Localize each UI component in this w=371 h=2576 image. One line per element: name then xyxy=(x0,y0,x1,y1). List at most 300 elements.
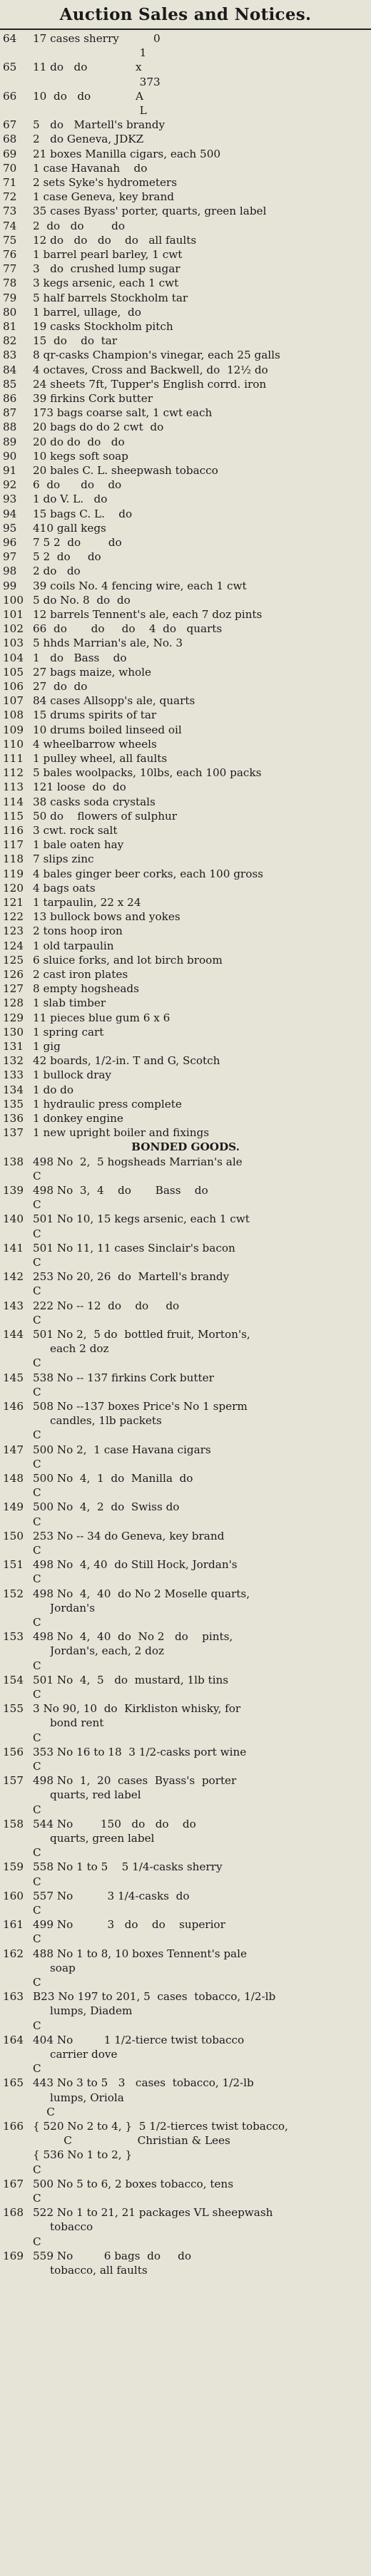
lot-description: C xyxy=(33,1284,41,1298)
lot-description: 12 do do do do all faults xyxy=(33,233,197,247)
lot-row xyxy=(0,967,371,982)
lot-number: 126 xyxy=(3,968,24,981)
lot-number: 115 xyxy=(3,809,24,823)
lot-number: 122 xyxy=(3,910,24,924)
lot-description: 1 barrel, ullage, do xyxy=(33,305,141,319)
lot-row xyxy=(0,593,371,607)
lot-number: 97 xyxy=(3,550,17,564)
lot-row xyxy=(0,1083,371,1097)
lot-number: 92 xyxy=(3,478,17,492)
lot-continuation xyxy=(0,1615,371,1629)
lot-number: 163 xyxy=(3,1990,24,2004)
lot-description: 498 No 4, 40 do Still Hock, Jordan's xyxy=(33,1558,238,1572)
lot-number: 128 xyxy=(3,996,24,1010)
lot-description: 4 bags oats xyxy=(33,881,96,895)
lot-number: 130 xyxy=(3,1025,24,1039)
lot-description: quarts, green label xyxy=(50,1832,155,1845)
lot-description: 11 do do x xyxy=(33,61,142,74)
lot-continuation xyxy=(0,1413,371,1428)
lot-description: C xyxy=(33,1803,41,1816)
lot-description: C xyxy=(33,1846,41,1860)
lot-description: 5 hhds Marrian's ale, No. 3 xyxy=(33,637,183,650)
lot-description: 443 No 3 to 5 3 cases tobacco, 1/2-lb xyxy=(33,2076,254,2090)
lot-description: 35 cases Byass' porter, quarts, green label xyxy=(33,205,267,218)
lot-row xyxy=(0,1673,371,1687)
lot-description: 373 xyxy=(33,75,161,88)
lot-row xyxy=(0,651,371,665)
lot-description: 508 No --137 boxes Price's No 1 sperm xyxy=(33,1400,248,1413)
lot-description: 4 wheelbarrow wheels xyxy=(33,737,157,751)
lot-description: 66 do do do 4 do quarts xyxy=(33,622,223,636)
lot-continuation xyxy=(0,1932,371,1946)
lot-description: C xyxy=(33,1227,41,1240)
lot-continuation xyxy=(0,2235,371,2249)
lot-number: 70 xyxy=(3,161,17,175)
lot-row xyxy=(0,1587,371,1601)
lot-row xyxy=(0,1773,371,1788)
lot-row xyxy=(0,449,371,463)
lot-number: 86 xyxy=(3,392,17,405)
lot-row xyxy=(0,1155,371,1169)
lot-row xyxy=(0,1025,371,1039)
lot-number: 76 xyxy=(3,248,17,261)
lot-number: 168 xyxy=(3,2206,24,2220)
lot-row xyxy=(0,2205,371,2220)
lot-number: 162 xyxy=(3,1947,24,1960)
lot-row xyxy=(0,924,371,938)
lot-description: 499 No 3 do do superior xyxy=(33,1918,225,1932)
lot-number: 166 xyxy=(3,2120,24,2133)
lot-row xyxy=(0,132,371,146)
lot-number: 106 xyxy=(3,680,24,693)
lot-description: carrier dove xyxy=(50,2048,118,2061)
lot-description: 1 pulley wheel, all faults xyxy=(33,752,168,765)
lot-description: 121 loose do do xyxy=(33,780,126,794)
section-heading xyxy=(0,1140,371,1154)
lot-description: 1 donkey engine xyxy=(33,1112,123,1125)
lot-description: 4 octaves, Cross and Backwell, do 12½ do xyxy=(33,363,268,376)
lot-continuation xyxy=(0,2047,371,2061)
lot-continuation xyxy=(0,1428,371,1442)
lot-number: 95 xyxy=(3,521,17,535)
lot-description: C xyxy=(33,1198,41,1212)
lot-continuation xyxy=(0,1601,371,1615)
lot-description: C xyxy=(33,1486,41,1500)
lot-description: C xyxy=(33,1313,41,1326)
lot-description: 6 sluice forks, and lot birch broom xyxy=(33,953,223,967)
lot-row xyxy=(0,1327,371,1341)
lot-row xyxy=(0,1241,371,1255)
lot-description: 1 bullock dray xyxy=(33,1068,112,1082)
lot-description: 501 No 2, 5 do bottled fruit, Morton's, xyxy=(33,1328,250,1341)
lot-continuation xyxy=(0,1457,371,1471)
lot-description: 20 do do do do xyxy=(33,435,125,448)
lot-continuation xyxy=(0,1255,371,1269)
lot-continuation xyxy=(0,1169,371,1183)
lot-description: 1 case Havanah do xyxy=(33,161,148,175)
lot-number: 103 xyxy=(3,637,24,650)
lot-continuation xyxy=(0,2220,371,2234)
lot-row xyxy=(0,1125,371,1140)
lot-continuation xyxy=(0,1716,371,1730)
lot-row xyxy=(0,1917,371,1932)
lot-row xyxy=(0,694,371,708)
lot-row xyxy=(0,334,371,348)
lot-number: 145 xyxy=(3,1371,24,1384)
lot-number: 88 xyxy=(3,421,17,434)
lot-description: C xyxy=(33,1659,41,1672)
lot-description: 1 do Bass do xyxy=(33,651,127,664)
lot-row xyxy=(0,89,371,103)
lot-continuation xyxy=(0,2263,371,2277)
lot-number: 120 xyxy=(3,881,24,895)
lot-row xyxy=(0,1212,371,1226)
lot-continuation xyxy=(0,1759,371,1773)
lot-number: 108 xyxy=(3,709,24,722)
lot-number: 117 xyxy=(3,838,24,852)
lot-number: 64 xyxy=(3,32,17,45)
lot-description: C xyxy=(33,1932,41,1946)
lot-number: 89 xyxy=(3,435,17,448)
lot-number: 167 xyxy=(3,2177,24,2190)
lot-description: 17 cases sherry 0 xyxy=(33,32,161,45)
lot-continuation xyxy=(0,1543,371,1557)
lot-description: 1 tarpaulin, 22 x 24 xyxy=(33,896,141,909)
lot-row xyxy=(0,1529,371,1543)
lot-row xyxy=(0,1745,371,1759)
lot-description: 498 No 4, 40 do No 2 Moselle quarts, xyxy=(33,1587,250,1600)
lot-row xyxy=(0,996,371,1010)
lot-number: 98 xyxy=(3,565,17,578)
lot-description: 5 bales woolpacks, 10lbs, each 100 packs xyxy=(33,766,262,780)
lot-row xyxy=(0,564,371,578)
lot-row xyxy=(0,147,371,161)
lot-number: 133 xyxy=(3,1068,24,1082)
lot-continuation xyxy=(0,2191,371,2205)
lot-continuation xyxy=(0,1687,371,1701)
lot-description: 3 do crushed lump sugar xyxy=(33,262,181,276)
lot-number: 107 xyxy=(3,694,24,708)
lot-row xyxy=(0,665,371,679)
lot-row xyxy=(0,535,371,550)
lot-description: 557 No 3 1/4-casks do xyxy=(33,1889,190,1902)
lot-description: 27 do do xyxy=(33,680,88,693)
lot-row xyxy=(0,463,371,478)
lot-number: 127 xyxy=(3,982,24,996)
lot-row xyxy=(0,1500,371,1514)
lot-description: 500 No 4, 1 do Manilla do xyxy=(33,1472,193,1485)
lot-number: 114 xyxy=(3,795,24,808)
lot-number: 83 xyxy=(3,349,17,362)
lot-continuation xyxy=(0,1485,371,1500)
lot-description: 27 bags maize, whole xyxy=(33,665,152,679)
lot-row xyxy=(0,1111,371,1125)
lot-description: 222 No -- 12 do do do xyxy=(33,1299,180,1312)
lot-description: candles, 1lb packets xyxy=(50,1414,162,1428)
lot-description: each 2 doz xyxy=(50,1342,109,1356)
lot-number: 124 xyxy=(3,939,24,952)
lot-number: 99 xyxy=(3,579,17,592)
lot-number: 87 xyxy=(3,406,17,420)
lot-row xyxy=(0,391,371,406)
lot-description: 15 do do tar xyxy=(33,334,118,348)
lot-row xyxy=(0,305,371,319)
lot-row xyxy=(0,2033,371,2047)
lot-description: C xyxy=(33,1256,41,1269)
lot-description: L xyxy=(33,104,147,117)
lot-row xyxy=(0,1097,371,1111)
lot-row xyxy=(0,737,371,751)
lot-number: 105 xyxy=(3,665,24,679)
lot-row xyxy=(0,2076,371,2090)
lot-continuation xyxy=(0,2004,371,2018)
lot-row xyxy=(0,953,371,967)
lot-row xyxy=(0,291,371,305)
lot-description: 8 empty hogsheads xyxy=(33,982,139,996)
lot-description: 19 casks Stockholm pitch xyxy=(33,320,173,333)
lot-number: 144 xyxy=(3,1328,24,1341)
lot-continuation xyxy=(0,1385,371,1399)
lot-row xyxy=(0,1269,371,1284)
lot-row xyxy=(0,1860,371,1874)
lot-description: 2 cast iron plates xyxy=(33,968,128,981)
lot-continuation xyxy=(0,1515,371,1529)
lot-number: 165 xyxy=(3,2076,24,2090)
lot-row xyxy=(0,1471,371,1485)
lot-row xyxy=(0,363,371,377)
lot-description: C xyxy=(33,2163,41,2176)
lot-continuation xyxy=(0,2148,371,2162)
lot-row xyxy=(0,262,371,276)
lot-description: C xyxy=(33,2019,41,2032)
lot-description: 3 cwt. rock salt xyxy=(33,824,118,837)
lot-description: 38 casks soda crystals xyxy=(33,795,156,808)
lot-row xyxy=(0,622,371,636)
lot-number: 73 xyxy=(3,205,17,218)
lot-description: 1 do V. L. do xyxy=(33,493,108,506)
lot-number: 90 xyxy=(3,449,17,463)
lot-row xyxy=(0,31,371,46)
lot-number: 135 xyxy=(3,1097,24,1111)
lot-row xyxy=(0,1399,371,1413)
lot-number: 156 xyxy=(3,1745,24,1758)
lot-continuation xyxy=(0,2133,371,2148)
lot-row xyxy=(0,939,371,953)
lot-description: 498 No 2, 5 hogsheads Marrian's ale xyxy=(33,1155,243,1168)
lot-row xyxy=(0,1947,371,1961)
lot-description: 173 bags coarse salt, 1 cwt each xyxy=(33,406,213,420)
lot-number: 101 xyxy=(3,608,24,621)
lot-row xyxy=(0,420,371,434)
lot-description: 2 tons hoop iron xyxy=(33,924,123,938)
lot-description: Jordan's, each, 2 doz xyxy=(50,1644,165,1658)
lot-continuation xyxy=(0,1961,371,1975)
lot-description: 20 bales C. L. sheepwash tobacco xyxy=(33,464,218,477)
lot-description: 1 do do xyxy=(33,1083,74,1096)
lot-description: 84 cases Allsopp's ale, quarts xyxy=(33,694,195,708)
lot-number: 82 xyxy=(3,334,17,348)
lot-number: 119 xyxy=(3,867,24,880)
lot-row xyxy=(0,2119,371,2133)
lot-number: 68 xyxy=(3,133,17,146)
lot-description: lumps, Oriola xyxy=(50,2091,124,2104)
lot-description: C xyxy=(33,1544,41,1557)
lot-description: 21 boxes Manilla cigars, each 500 xyxy=(33,147,221,160)
lot-continuation xyxy=(0,2061,371,2076)
lot-description: 1 slab timber xyxy=(33,996,106,1010)
lot-number: 94 xyxy=(3,507,17,520)
lot-description: 10 drums boiled linseed oil xyxy=(33,723,182,736)
lot-row xyxy=(0,1011,371,1025)
lot-row xyxy=(0,1053,371,1068)
lot-row xyxy=(0,679,371,694)
lot-continuation xyxy=(0,1644,371,1658)
lot-number: 143 xyxy=(3,1299,24,1312)
lot-row xyxy=(0,276,371,290)
lot-description: 538 No -- 137 firkins Cork butter xyxy=(33,1371,214,1384)
lot-row xyxy=(0,247,371,262)
lot-number: 164 xyxy=(3,2033,24,2046)
lot-continuation xyxy=(0,2019,371,2033)
lot-number: 77 xyxy=(3,262,17,276)
lot-row xyxy=(0,766,371,780)
lot-row xyxy=(0,521,371,535)
lot-row xyxy=(0,406,371,420)
lot-continuation xyxy=(0,1731,371,1745)
lot-continuation xyxy=(0,1356,371,1370)
lot-description: 1 barrel pearl barley, 1 cwt xyxy=(33,248,183,261)
lot-description: 15 drums spirits of tar xyxy=(33,709,157,722)
lot-description: 7 5 2 do do xyxy=(33,536,122,549)
lot-number: 161 xyxy=(3,1918,24,1932)
lot-description: 11 pieces blue gum 6 x 6 xyxy=(33,1011,171,1024)
lot-description: 10 kegs soft soap xyxy=(33,449,128,463)
lot-description: 3 No 90, 10 do Kirkliston whisky, for xyxy=(33,1702,241,1716)
lot-row xyxy=(0,2177,371,2191)
lot-description: C xyxy=(33,2105,55,2118)
lot-description: 6 do do do xyxy=(33,478,122,492)
lot-number: 155 xyxy=(3,1702,24,1716)
lot-continuation xyxy=(0,46,371,60)
lot-description: lumps, Diadem xyxy=(50,2004,133,2018)
lot-row xyxy=(0,161,371,175)
lot-number: 154 xyxy=(3,1673,24,1686)
lot-number: 84 xyxy=(3,363,17,376)
lot-continuation xyxy=(0,1313,371,1327)
lot-continuation xyxy=(0,1803,371,1817)
lot-number: 72 xyxy=(3,190,17,204)
lot-row xyxy=(0,1629,371,1644)
lot-number: 151 xyxy=(3,1558,24,1572)
lot-description: 4 bales ginger beer corks, each 100 gross xyxy=(33,867,263,880)
lot-description: tobacco xyxy=(50,2220,93,2234)
lot-description: C xyxy=(33,1457,41,1470)
lot-row xyxy=(0,795,371,809)
lot-row xyxy=(0,190,371,204)
lot-number: 80 xyxy=(3,305,17,319)
lot-description: C xyxy=(33,1688,41,1701)
lot-row xyxy=(0,636,371,650)
lot-number: 137 xyxy=(3,1126,24,1140)
lot-description: 498 No 4, 40 do No 2 do pints, xyxy=(33,1630,233,1644)
lot-row xyxy=(0,780,371,794)
lot-number: 74 xyxy=(3,219,17,232)
lot-description: Jordan's xyxy=(50,1601,96,1614)
lot-row xyxy=(0,982,371,996)
lot-description: 1 bale oaten hay xyxy=(33,838,124,852)
lot-continuation xyxy=(0,1341,371,1356)
lot-description: 1 new upright boiler and fixings xyxy=(33,1126,210,1140)
lot-row xyxy=(0,852,371,866)
lot-description: 498 No 3, 4 do Bass do xyxy=(33,1184,208,1197)
lot-description: 50 do flowers of sulphur xyxy=(33,809,178,823)
lot-row xyxy=(0,377,371,391)
lot-number: 66 xyxy=(3,89,17,103)
lot-description: 5 2 do do xyxy=(33,550,101,564)
lot-row xyxy=(0,492,371,506)
lot-description: C xyxy=(33,1572,41,1586)
lot-description: 20 bags do do 2 cwt do xyxy=(33,421,164,434)
lot-number: 112 xyxy=(3,766,24,780)
lot-description: C xyxy=(33,1356,41,1370)
lot-description: C xyxy=(33,1169,41,1183)
lot-description: 12 barrels Tennent's ale, each 7 doz pints xyxy=(33,608,263,621)
lot-description: 5 half barrels Stockholm tar xyxy=(33,291,188,304)
lot-description: 1 gig xyxy=(33,1040,61,1053)
lot-description: C xyxy=(33,1515,41,1528)
lot-row xyxy=(0,204,371,218)
lot-description: 2 sets Syke's hydrometers xyxy=(33,176,177,189)
lot-description: bond rent xyxy=(50,1716,104,1730)
lot-row xyxy=(0,319,371,334)
lot-continuation xyxy=(0,1659,371,1673)
lot-number: 149 xyxy=(3,1500,24,1514)
lot-description: 500 No 2, 1 case Havana cigars xyxy=(33,1443,211,1456)
lot-continuation xyxy=(0,75,371,89)
lot-description: 39 firkins Cork butter xyxy=(33,392,153,405)
lot-number: 111 xyxy=(3,752,24,765)
lot-continuation xyxy=(0,1831,371,1845)
lot-description: 2 do do do xyxy=(33,219,126,232)
lot-continuation xyxy=(0,1845,371,1860)
lot-description: 1 old tarpaulin xyxy=(33,939,114,952)
lot-row xyxy=(0,435,371,449)
lot-number: 102 xyxy=(3,622,24,636)
lot-continuation xyxy=(0,2163,371,2177)
lot-row xyxy=(0,607,371,622)
lot-number: 132 xyxy=(3,1054,24,1068)
lot-row xyxy=(0,478,371,492)
lot-number: 142 xyxy=(3,1270,24,1284)
lot-number: 139 xyxy=(3,1184,24,1197)
lot-description: 1 case Geneva, key brand xyxy=(33,190,174,204)
lot-number: 91 xyxy=(3,464,17,477)
lot-continuation xyxy=(0,1975,371,1989)
lot-number: 158 xyxy=(3,1817,24,1830)
lot-row xyxy=(0,910,371,924)
lot-description: 500 No 4, 2 do Swiss do xyxy=(33,1500,180,1514)
lot-description: BONDED GOODS. xyxy=(131,1140,240,1154)
lot-continuation xyxy=(0,1197,371,1212)
lot-number: 153 xyxy=(3,1630,24,1644)
lot-row xyxy=(0,348,371,362)
lot-number: 78 xyxy=(3,277,17,290)
lot-description: C xyxy=(33,2192,41,2205)
lot-description: 353 No 16 to 18 3 1/2-casks port wine xyxy=(33,1745,247,1758)
lot-continuation xyxy=(0,1227,371,1241)
lot-number: 65 xyxy=(3,61,17,74)
lot-description: 500 No 5 to 6, 2 boxes tobacco, tens xyxy=(33,2177,233,2190)
